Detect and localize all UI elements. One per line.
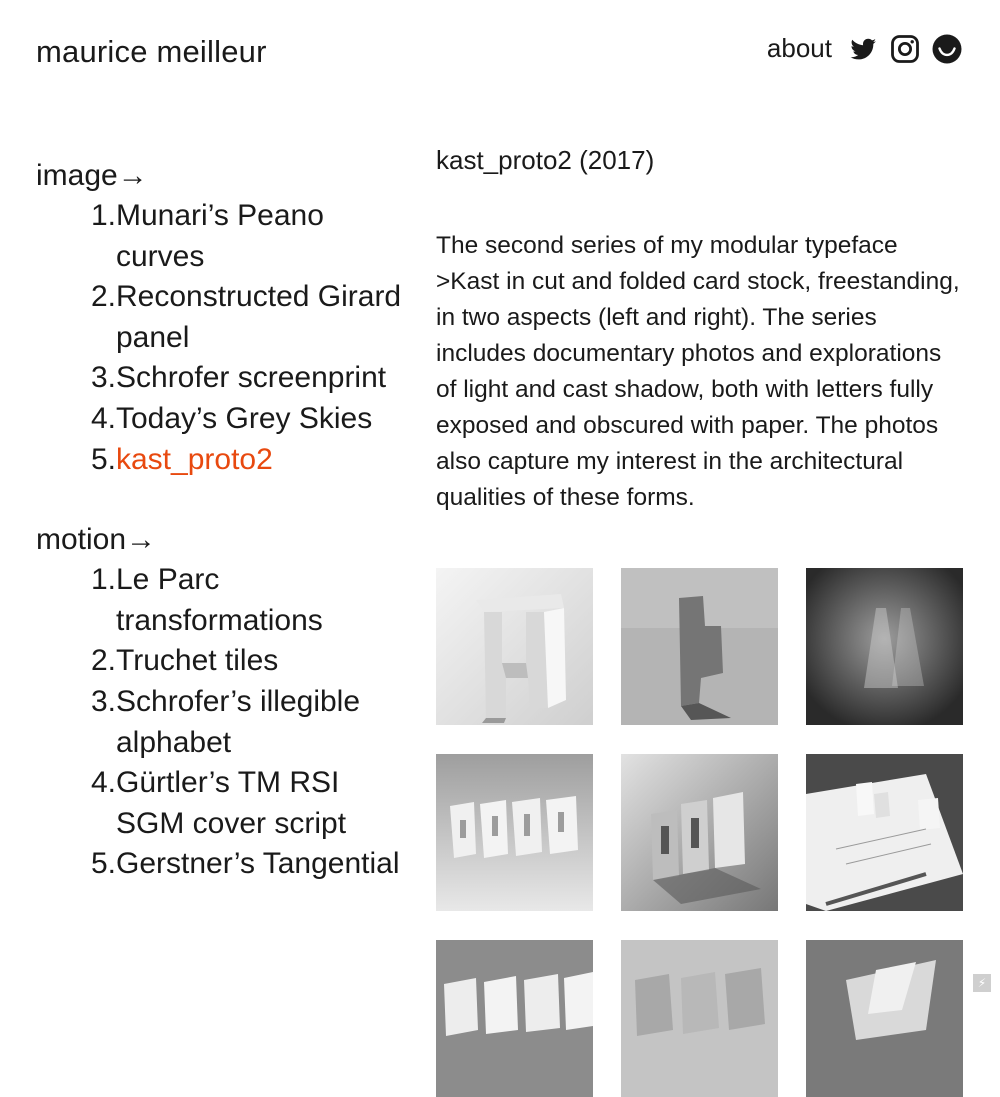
instagram-link[interactable] — [890, 34, 920, 64]
gallery-thumbnail[interactable] — [621, 754, 778, 911]
bolt-icon: ⚡ — [973, 974, 991, 992]
item-number: 4. — [90, 766, 116, 800]
work-title: kast_proto2 (2017) — [436, 145, 655, 175]
instagram-icon — [890, 34, 920, 64]
work-item[interactable] — [36, 277, 406, 358]
work-item[interactable] — [36, 560, 406, 641]
gallery-thumbnail[interactable] — [436, 754, 593, 911]
item-number: 5. — [90, 847, 116, 881]
gallery-thumbnail[interactable] — [621, 940, 778, 1097]
gallery-thumbnail[interactable] — [436, 940, 593, 1097]
photo-shadow-letter-image — [621, 568, 778, 725]
gallery-thumbnail[interactable] — [806, 940, 963, 1097]
photo-letters-row-image — [436, 754, 593, 911]
item-number: 3. — [90, 684, 116, 718]
section-title-image[interactable]: image→ — [36, 159, 148, 192]
work-item[interactable] — [36, 358, 406, 399]
gallery-thumbnail[interactable] — [806, 568, 963, 725]
work-item[interactable] — [36, 641, 406, 682]
photo-folded-form-image — [806, 940, 963, 1097]
item-number: 3. — [90, 361, 116, 395]
twitter-icon — [848, 34, 878, 64]
item-label[interactable]: Schrofer’s illegible alphabet — [116, 684, 361, 759]
work-item[interactable] — [36, 196, 406, 277]
sidebar — [36, 156, 406, 885]
photo-workspace-image — [806, 754, 963, 911]
gallery-thumbnail[interactable] — [806, 754, 963, 911]
photo-gallery — [436, 568, 963, 1097]
item-number: 1. — [90, 199, 116, 232]
item-label[interactable]: Today’s Grey Skies — [116, 401, 373, 435]
top-nav — [767, 33, 962, 64]
photo-letters-angle-image — [621, 754, 778, 911]
item-label[interactable]: Gürtler’s TM RSI SGM cover script — [116, 766, 347, 840]
site-title[interactable]: maurice meilleur — [36, 34, 267, 69]
item-number: 4. — [90, 401, 116, 435]
twitter-link[interactable] — [848, 34, 878, 64]
work-item[interactable] — [36, 682, 406, 763]
work-item-active[interactable] — [36, 440, 406, 481]
gallery-thumbnail[interactable] — [436, 568, 593, 725]
photo-letter-h-image — [436, 568, 593, 725]
photo-letters-low-image — [436, 940, 593, 1097]
item-label[interactable]: Gerstner’s Tangential — [116, 847, 400, 881]
work-item[interactable] — [36, 399, 406, 440]
item-label[interactable]: Truchet tiles — [116, 644, 279, 678]
item-number: 1. — [90, 563, 116, 597]
work-list-image — [36, 196, 406, 480]
about-link[interactable]: about — [766, 33, 832, 63]
section-image — [36, 156, 406, 480]
item-label[interactable]: Schrofer screenprint — [116, 361, 387, 395]
section-title-motion[interactable]: motion→ — [36, 523, 157, 557]
work-item[interactable] — [36, 844, 406, 885]
item-number: 2. — [90, 644, 116, 678]
item-label[interactable]: Munari’s Peano curves — [116, 199, 324, 273]
ello-icon — [932, 34, 962, 64]
item-label[interactable]: Le Parc transformations — [116, 563, 323, 637]
item-label-active[interactable]: kast_proto2 — [116, 442, 273, 476]
gallery-thumbnail[interactable] — [621, 568, 778, 725]
item-number: 5. — [90, 442, 116, 476]
photo-light-beams-image — [806, 568, 963, 725]
work-description: The second series of my modular typeface >Kast in cut and folded card stock, freestanding, in two aspects (left and right). The series includes documentary photos and explorations of light and cast shadow, both with letters fully exposed and obscured with paper. The photos also capture my interest in the architectural qualities of these forms. — [436, 232, 960, 511]
ello-link[interactable] — [932, 34, 962, 64]
section-motion — [36, 520, 406, 885]
item-number: 2. — [90, 280, 116, 314]
item-label[interactable]: Reconstructed Girard panel — [116, 280, 402, 354]
work-item[interactable] — [36, 763, 406, 844]
work-list-motion — [36, 560, 406, 885]
photo-letters-shadow-image — [621, 940, 778, 1097]
main-content — [436, 142, 964, 516]
